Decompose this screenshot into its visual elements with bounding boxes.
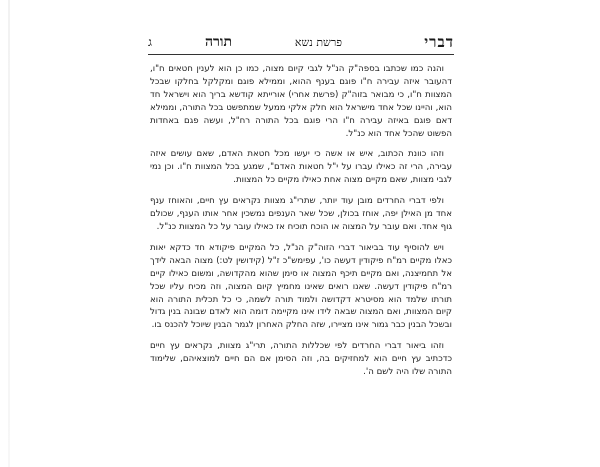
page-letter: ג xyxy=(148,35,152,49)
paragraph-2: וזהו כוונת הכתוב, איש או אשה כי יעשו מכל חטאת האדם, שאם עושים איזה עבירה, הרי זה כאילו עברו על י"ל חטאות האדם", שמגע בכל המצוות ח"ו. וכן נמי לגבי מצוות, שאם מקיים מצוה אחת כאילו מקיים כל המצוות. xyxy=(150,149,452,186)
header-rule xyxy=(148,54,454,55)
running-header xyxy=(148,33,454,53)
paragraph-3: ולפי דברי החרדים מובן עוד יותר, שתרי"ג מצוות נקראים עץ חיים, והאוחז ענף אחד מן האילן יפה, אוחז בכולן, שכל שאר הענפים נמשכין אחר אותו הענף, שכולם גוף אחד. ואם עובר על המצוה או הוכח תוכיח אז כאילו עובר על כל המצוות כנ"ל. xyxy=(150,196,452,232)
paragraph-1: והנה כמו שכתבו בספה"ק הנ"ל לגבי קיום מצוה, כמו כן הוא לענין חטאים ח"ו, דהעובר איזה עבירה ח"ו פוגם בענף ההוא, וממילא פוגם ומקלקל בחלקו שבכל המצוות ח"ו, כי מבואר בזוה"ק (פרשת אחרי) אורייתא קודשא בריך הוא וישראל חד הוא, והיינו שכל אחד מישראל הוא חלק אלקי ממעל שמתפשט בכל התורה, וממילא דאם פוגם באיזה עבירה ח"ו הרי פוגם בכל התורה רח"ל, ועשה פגם באחדות הפשוט שהכל אחד הוא כנ"ל. xyxy=(150,64,452,139)
section-name: תורה xyxy=(204,34,232,50)
paragraph-4: ויש להוסיף עוד בביאור דברי הזוה"ק הנ"ל, כל המקיים פיקודא חד כדקא יאות כאלו מקיים רמ"ח פיקודין דעשה כו', עפימש"כ ז"ל (קידושין לט:) מצוה הבאה לידך אל תחמיצנה, ואם מקיים תיכף המצוה או סימן שהוא מהקדושה, ומשום כאילו קיים רמ"ח פיקודין דעשה. שאנו רואים שאינו מחמיץ קיום המצוה, וזה מכיח עליו שכל תורתו שלמד הוא מסיטרא דקדושה ולמוד תורה לשמה, כי כל תכלית התורה הוא קיום המצוות, ואם המצוה שבאה לידו אינו מקיימה דומה הוא לאדם שבונה בנין גדול ובשכל הבנין כבר גמור אינו מציירו, שזה החלק האחרון לגמר הבנין שיוכל להכנס בו. xyxy=(150,242,452,331)
paragraph-5: וזהו ביאור דברי החרדים לפי שכללות התורה, תרי"ג מצוות, נקראים עץ חיים כדכתיב עץ חיים הוא למחזיקים בה, וזה הסימן אם הם חיים למוצאיהם, שלימוד התורה שלו היה לשם ה'. xyxy=(150,341,452,378)
parsha-name: פרשת נשא xyxy=(294,36,342,49)
scan-edge xyxy=(8,0,10,467)
book-title: דברי xyxy=(424,33,454,51)
body-text xyxy=(150,63,452,379)
